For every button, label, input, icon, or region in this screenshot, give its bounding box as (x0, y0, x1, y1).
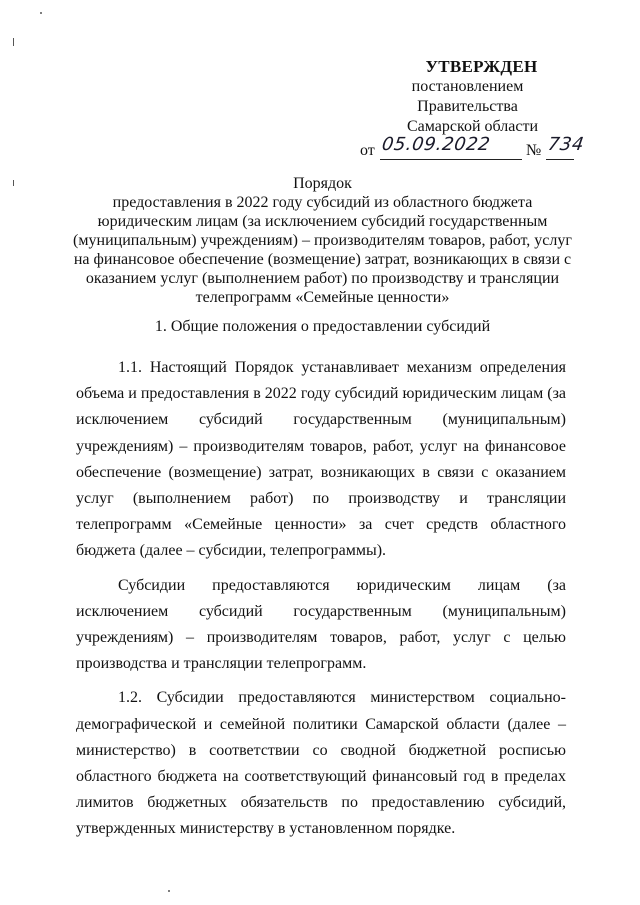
paragraph-1-1: 1.1. Настоящий Порядок устанавливает механизм определения объема и предоставления в 2022 году субсидий юридическим лицам (за исключением субсидий государственным (муниципальным) учреждениям) – производителям товаров, работ, услуг на финансовое обеспечение (возмещение) затрат, возникающих в связи с оказанием услуг (выполнением работ) по производству и трансляции телепрограмм «Семейные ценности» за счет средств областного бюджета (далее – субсидии, телепрограммы). (76, 359, 566, 560)
number-underline (546, 159, 574, 160)
title-line-7: телепрограмм «Семейные ценности» (195, 289, 450, 306)
title-line-6: оказанием услуг (выполнением работ) по производству и трансляции (85, 270, 560, 287)
approval-date-number-row (360, 134, 586, 163)
document-title (70, 174, 575, 307)
date-underline (380, 159, 522, 160)
number-prefix: № (526, 142, 542, 159)
approval-heading: УТВЕРЖДЕН (425, 57, 538, 76)
section-heading: 1. Общие положения о предоставлении субсидий (154, 318, 491, 335)
approval-stamp (360, 57, 586, 163)
handwritten-date: 05.09.2022 (380, 134, 492, 155)
approval-line-2: Самарской области (407, 118, 538, 135)
title-line-3: юридическим лицам (за исключением субсидий государственным (97, 213, 548, 230)
scan-speck (168, 890, 170, 892)
date-prefix: от (360, 142, 375, 159)
scan-speck (13, 38, 14, 46)
document-body (76, 355, 566, 851)
title-line-2: предоставления в 2022 году субсидий из областного бюджета (112, 194, 533, 211)
handwritten-number: 734 (546, 134, 586, 155)
title-line-5: на финансовое обеспечение (возмещение) затрат, возникающих в связи с (73, 251, 572, 268)
scan-speck (13, 180, 14, 186)
scan-speck (40, 12, 42, 14)
title-line-4: (муниципальным) учреждениям) – производителям товаров, работ, услуг (73, 232, 572, 249)
paragraph-subsidies: Субсидии предоставляются юридическим лицам (за исключением субсидий государственным (муниципальным) учреждениям) – производителям товаров, работ, услуг с целью производства и трансляции телепрограмм. (76, 576, 566, 673)
title-line-1: Порядок (293, 175, 352, 192)
approval-line-1: постановлением Правительства (411, 78, 524, 115)
paragraph-1-2: 1.2. Субсидии предоставляются министерством социально-демографической и семейной политики Самарской области (далее – министерство) в соответствии со сводной бюджетной росписью областного бюджета на соответствующий финансовый год в пределах лимитов бюджетных обязательств по предоставлению субсидий, утвержденных министерству в установленном порядке. (76, 689, 566, 838)
